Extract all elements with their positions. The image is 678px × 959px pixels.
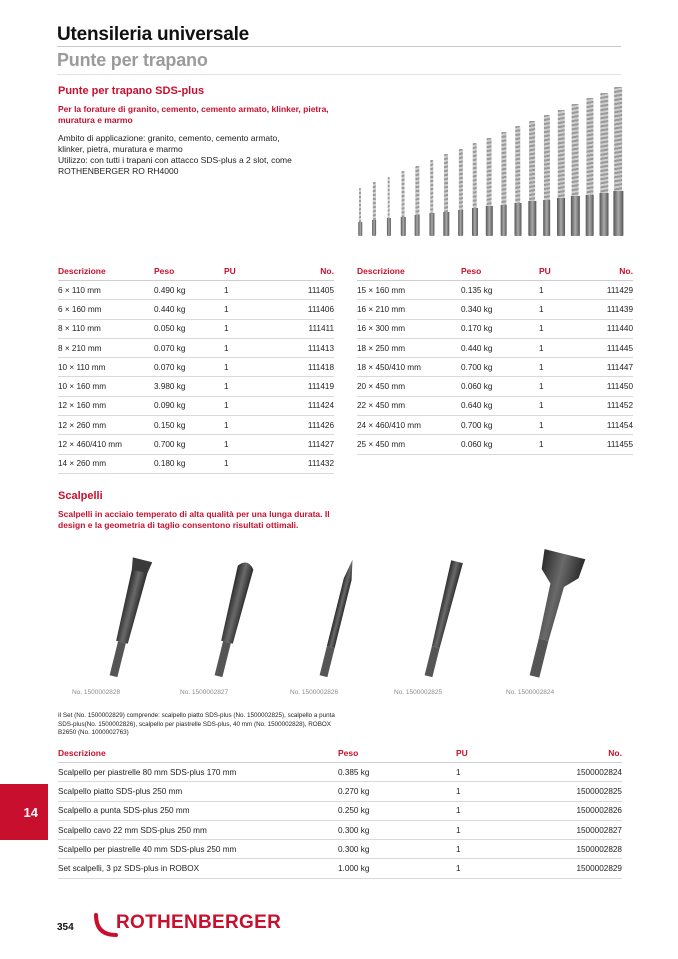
cell-peso: 0.440 kg [461, 338, 539, 357]
cell-pu: 1 [456, 859, 536, 878]
drill-bit [386, 177, 391, 236]
col-descrizione: Descrizione [58, 266, 154, 281]
col-no: No. [536, 748, 622, 763]
cell-pu: 1 [539, 435, 583, 454]
drill-table-right [357, 266, 633, 455]
cell-descrizione: 22 × 450 mm [357, 396, 461, 415]
cell-peso: 0.270 kg [338, 782, 456, 801]
chisel-label: No. 1500002824 [506, 689, 555, 696]
drill-flute [544, 115, 550, 200]
drill-flute [402, 171, 405, 216]
drill-shank [557, 198, 565, 236]
cell-no: 111432 [274, 454, 334, 473]
drill-bit [358, 188, 362, 236]
drill-section-heading: Punte per trapano SDS-plus [58, 85, 205, 97]
cell-no: 111405 [274, 281, 334, 300]
cell-descrizione: 12 × 260 mm [58, 416, 154, 435]
cell-peso: 0.700 kg [461, 358, 539, 377]
cell-descrizione: 10 × 110 mm [58, 358, 154, 377]
cell-pu: 1 [456, 840, 536, 859]
cell-descrizione: Scalpello per piastrelle 80 mm SDS-plus 170 mm [58, 763, 338, 782]
chisels-image [58, 548, 622, 683]
cell-descrizione: 8 × 210 mm [58, 338, 154, 357]
drill-flute [373, 182, 375, 220]
drill-bit [514, 126, 522, 236]
cell-no: 1500002829 [536, 859, 622, 878]
cell-pu: 1 [456, 763, 536, 782]
cell-no: 111439 [583, 300, 633, 319]
col-no: No. [583, 266, 633, 281]
table-header-row [58, 748, 622, 763]
table-row [58, 281, 334, 300]
drill-flute [572, 104, 579, 196]
col-peso: Peso [154, 266, 224, 281]
chisel-1500002827 [211, 561, 255, 678]
cell-pu: 1 [224, 377, 274, 396]
cell-peso: 0.300 kg [338, 820, 456, 839]
cell-pu: 1 [539, 338, 583, 357]
table-row [357, 300, 633, 319]
drill-flute [600, 93, 607, 193]
drill-bit [614, 87, 624, 236]
col-descrizione: Descrizione [58, 748, 338, 763]
chisel-label: No. 1500002826 [290, 689, 339, 696]
cell-no: 111419 [274, 377, 334, 396]
drill-bits-image [352, 86, 622, 236]
cell-descrizione: 14 × 260 mm [58, 454, 154, 473]
drill-section-lead: Per la forature di granito, cemento, cemento armato, klinker, pietra, muratura e marmo [58, 104, 329, 125]
chisel-label: No. 1500002828 [72, 689, 121, 696]
drill-flute [487, 138, 492, 207]
table-row [357, 435, 633, 454]
table-row [58, 840, 622, 859]
chisels-drawing [58, 548, 622, 683]
table-row [357, 416, 633, 435]
drill-bit [500, 132, 507, 236]
drill-shank [358, 222, 362, 236]
chisel-section-heading: Scalpelli [58, 490, 103, 502]
drill-flute [615, 87, 623, 191]
table-row [357, 358, 633, 377]
drill-shank [387, 218, 391, 236]
drill-flute [387, 177, 390, 218]
cell-peso: 0.700 kg [461, 416, 539, 435]
page-number: 354 [57, 922, 74, 933]
cell-descrizione: 18 × 450/410 mm [357, 358, 461, 377]
drill-flute [444, 154, 448, 211]
table-row [58, 859, 622, 878]
chisel-label: No. 1500002827 [180, 689, 229, 696]
cell-peso: 1.000 kg [338, 859, 456, 878]
drill-flute [430, 160, 434, 213]
col-pu: PU [456, 748, 536, 763]
cell-peso: 3.980 kg [154, 377, 224, 396]
cell-no: 111411 [274, 319, 334, 338]
cell-pu: 1 [456, 782, 536, 801]
cell-descrizione: Scalpello a punta SDS-plus 250 mm [58, 801, 338, 820]
table-row [58, 319, 334, 338]
table-row [58, 338, 334, 357]
chisel-1500002828 [104, 557, 152, 678]
drill-flute [416, 166, 419, 215]
cell-peso: 0.070 kg [154, 358, 224, 377]
cell-no: 111429 [583, 281, 633, 300]
drill-shank [500, 205, 507, 236]
drill-bit [528, 121, 536, 236]
drill-bit [599, 93, 608, 236]
cell-pu: 1 [224, 358, 274, 377]
cell-peso: 0.070 kg [154, 338, 224, 357]
set-note: Il Set (No. 1500002829) comprende: scalpello piatto SDS-plus (No. 1500002825), scalpello a punta SDS-plus(No. 1500002826), scalpello per piastrelle SDS-plus, 40 mm (No. 1500002828), ROBOX B2650 (No. 1000002763) [58, 712, 335, 736]
cell-peso: 0.250 kg [338, 801, 456, 820]
drill-flute [558, 110, 564, 198]
cell-no: 1500002825 [536, 782, 622, 801]
cell-no: 111455 [583, 435, 633, 454]
cell-no: 111413 [274, 338, 334, 357]
drill-section-description [58, 133, 358, 177]
cell-peso: 0.060 kg [461, 377, 539, 396]
cell-descrizione: 16 × 300 mm [357, 319, 461, 338]
chisel-1500002826 [320, 559, 357, 677]
table-row [58, 454, 334, 473]
drill-flute [515, 126, 521, 203]
chisel-section-lead: Scalpelli in acciaio temperato di alta qualità per una lunga durata. Il design e la geometria di taglio consentono risultati ottimali. [58, 509, 330, 530]
table-header-row [357, 266, 633, 281]
drill-bit [457, 149, 463, 236]
cell-pu: 1 [224, 281, 274, 300]
drill-bit [486, 138, 493, 236]
drill-bit [472, 143, 479, 236]
drill-bit [571, 104, 580, 236]
col-pu: PU [539, 266, 583, 281]
cell-peso: 0.300 kg [338, 840, 456, 859]
cell-descrizione: 12 × 460/410 mm [58, 435, 154, 454]
drill-bit [372, 182, 376, 236]
cell-peso: 0.490 kg [154, 281, 224, 300]
cell-no: 1500002828 [536, 840, 622, 859]
cell-descrizione: 20 × 450 mm [357, 377, 461, 396]
chisel-label: No. 1500002825 [394, 689, 443, 696]
cell-pu: 1 [456, 801, 536, 820]
table-row [58, 763, 622, 782]
cell-peso: 0.440 kg [154, 300, 224, 319]
desc-line: Ambito di applicazione: granito, cemento, cemento armato, [58, 133, 280, 143]
cell-descrizione: Scalpello cavo 22 mm SDS-plus 250 mm [58, 820, 338, 839]
chisel-table [58, 748, 622, 879]
cell-pu: 1 [539, 281, 583, 300]
cell-no: 111427 [274, 435, 334, 454]
cell-pu: 1 [224, 396, 274, 415]
drill-shank [585, 195, 594, 236]
drill-bit [585, 98, 594, 236]
drill-shank [486, 206, 492, 236]
cell-peso: 0.135 kg [461, 281, 539, 300]
cell-no: 111450 [583, 377, 633, 396]
drill-bit [557, 110, 565, 236]
chisel-1500002824 [514, 549, 585, 681]
drill-shank [529, 201, 536, 236]
table-header-row [58, 266, 334, 281]
table-row [58, 396, 334, 415]
cell-descrizione: 6 × 160 mm [58, 300, 154, 319]
table-row [58, 416, 334, 435]
drill-flute [501, 132, 506, 205]
drill-bit [401, 171, 406, 236]
drill-bit [543, 115, 551, 236]
cell-pu: 1 [539, 396, 583, 415]
table-row [357, 396, 633, 415]
cell-pu: 1 [539, 377, 583, 396]
cell-pu: 1 [224, 300, 274, 319]
cell-no: 111452 [583, 396, 633, 415]
table-row [58, 435, 334, 454]
cell-peso: 0.150 kg [154, 416, 224, 435]
cell-pu: 1 [539, 319, 583, 338]
desc-line: klinker, pietra, muratura e marmo [58, 144, 183, 154]
drill-bit [429, 160, 435, 236]
table-row [58, 820, 622, 839]
cell-peso: 0.060 kg [461, 435, 539, 454]
cell-descrizione: Scalpello piatto SDS-plus 250 mm [58, 782, 338, 801]
cell-no: 111445 [583, 338, 633, 357]
cell-peso: 0.385 kg [338, 763, 456, 782]
drill-shank [401, 217, 405, 236]
cell-pu: 1 [224, 435, 274, 454]
cell-pu: 1 [224, 416, 274, 435]
cell-descrizione: 15 × 160 mm [357, 281, 461, 300]
cell-descrizione: 6 × 110 mm [58, 281, 154, 300]
cell-pu: 1 [539, 358, 583, 377]
cell-no: 111447 [583, 358, 633, 377]
table-row [357, 319, 633, 338]
table-row [357, 377, 633, 396]
cell-peso: 0.180 kg [154, 454, 224, 473]
cell-peso: 0.170 kg [461, 319, 539, 338]
cell-pu: 1 [539, 300, 583, 319]
cell-descrizione: Scalpello per piastrelle 40 mm SDS-plus 250 mm [58, 840, 338, 859]
drill-table-left [58, 266, 334, 474]
cell-no: 111418 [274, 358, 334, 377]
cell-descrizione: 18 × 250 mm [357, 338, 461, 357]
col-pu: PU [224, 266, 274, 281]
drill-shank [443, 212, 448, 236]
subtitle-divider [57, 74, 621, 75]
drill-shank [458, 210, 464, 236]
drill-bit [415, 166, 420, 236]
cell-no: 1500002827 [536, 820, 622, 839]
cell-peso: 0.090 kg [154, 396, 224, 415]
cell-no: 1500002824 [536, 763, 622, 782]
drill-flute [473, 143, 478, 208]
table-row [58, 358, 334, 377]
table-row [58, 801, 622, 820]
cell-pu: 1 [224, 338, 274, 357]
cell-descrizione: 24 × 460/410 mm [357, 416, 461, 435]
cell-no: 1500002826 [536, 801, 622, 820]
cell-no: 111426 [274, 416, 334, 435]
cell-peso: 0.640 kg [461, 396, 539, 415]
drill-flute [458, 149, 462, 210]
drill-shank [514, 203, 521, 236]
cell-no: 111440 [583, 319, 633, 338]
chapter-tab: 14 [0, 784, 48, 840]
cell-descrizione: 10 × 160 mm [58, 377, 154, 396]
chisel-1500002825 [423, 560, 463, 677]
cell-no: 111424 [274, 396, 334, 415]
cell-descrizione: 12 × 160 mm [58, 396, 154, 415]
cell-descrizione: 25 × 450 mm [357, 435, 461, 454]
table-row [58, 782, 622, 801]
logo-text: ROTHENBERGER [116, 912, 282, 933]
drill-flute [529, 121, 535, 202]
drill-flute [586, 98, 593, 194]
cell-descrizione: 16 × 210 mm [357, 300, 461, 319]
drill-shank [415, 215, 420, 236]
cell-no: 111406 [274, 300, 334, 319]
table-row [357, 281, 633, 300]
cell-pu: 1 [456, 820, 536, 839]
drill-flute [359, 188, 361, 222]
desc-line: ROTHENBERGER RO RH4000 [58, 166, 179, 176]
page-subtitle: Punte per trapano [57, 50, 208, 70]
col-descrizione: Descrizione [357, 266, 461, 281]
page-title: Utensileria universale [57, 24, 250, 45]
col-peso: Peso [461, 266, 539, 281]
drill-shank [571, 196, 579, 236]
cell-no: 111454 [583, 416, 633, 435]
cell-peso: 0.050 kg [154, 319, 224, 338]
cell-pu: 1 [224, 454, 274, 473]
drill-shank [372, 220, 376, 236]
drill-shank [472, 208, 478, 236]
drill-shank [429, 213, 434, 236]
cell-descrizione: Set scalpelli, 3 pz SDS-plus in ROBOX [58, 859, 338, 878]
col-no: No. [274, 266, 334, 281]
drill-shank [543, 200, 551, 236]
title-divider [57, 46, 621, 47]
cell-descrizione: 8 × 110 mm [58, 319, 154, 338]
rothenberger-logo [92, 909, 292, 939]
desc-line: Utilizzo: con tutti i trapani con attacco SDS-plus a 2 slot, come [58, 155, 292, 165]
cell-pu: 1 [539, 416, 583, 435]
table-row [58, 300, 334, 319]
cell-pu: 1 [224, 319, 274, 338]
cell-peso: 0.340 kg [461, 300, 539, 319]
drill-shank [614, 191, 623, 236]
col-peso: Peso [338, 748, 456, 763]
table-row [357, 338, 633, 357]
cell-peso: 0.700 kg [154, 435, 224, 454]
table-row [58, 377, 334, 396]
drill-shank [600, 193, 609, 236]
drill-bit [443, 154, 449, 236]
